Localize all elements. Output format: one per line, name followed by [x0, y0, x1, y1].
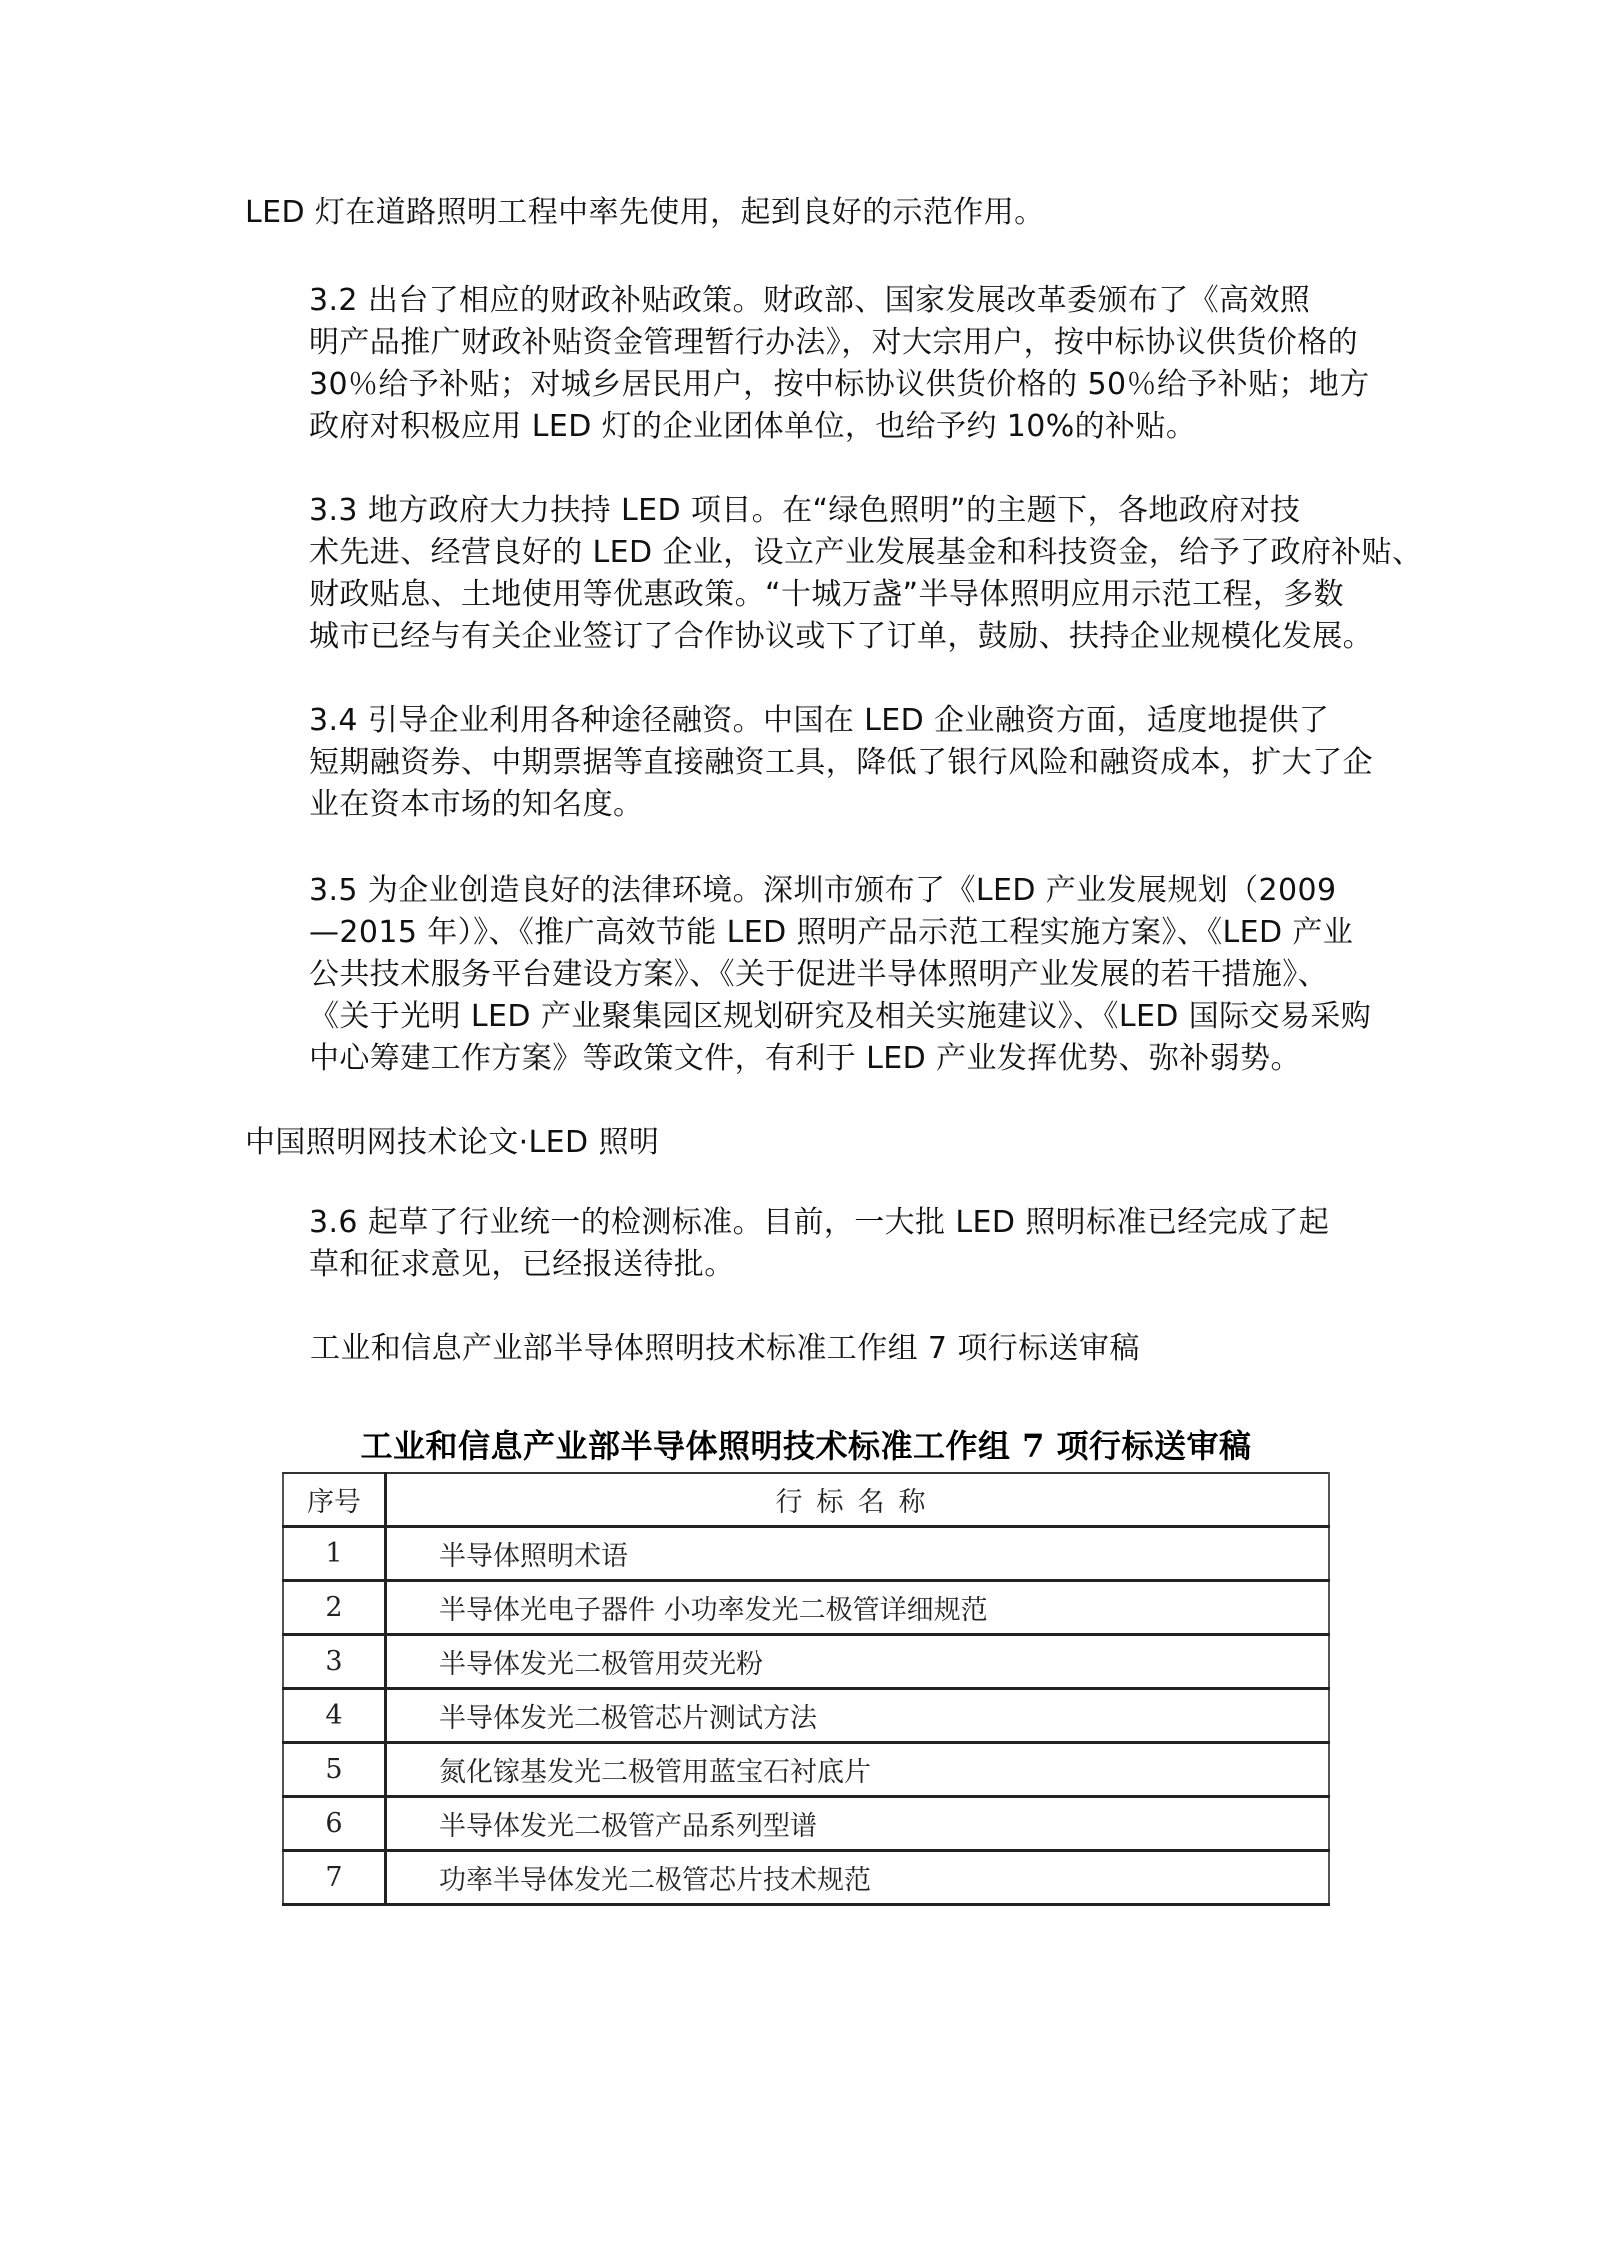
cell-standard-name: 半导体发光二极管产品系列型谱 [386, 1797, 1330, 1851]
paragraph-3-3-local-government [245, 490, 1423, 658]
table-row [283, 1689, 1329, 1743]
text-line: 财政贴息、土地使用等优惠政策。“十城万盏”半导体照明应用示范工程，多数 [309, 577, 1345, 612]
table-row [283, 1851, 1329, 1905]
text-line: 术先进、经营良好的 LED 企业，设立产业发展基金和科技资金，给予了政府补贴、 [309, 535, 1423, 570]
standards-table [282, 1472, 1330, 1906]
cell-serial-number: 3 [283, 1635, 386, 1689]
paragraph-source-note [245, 1122, 1367, 1164]
text-line: 3.3 地方政府大力扶持 LED 项目。在“绿色照明”的主题下，各地政府对技 [309, 493, 1301, 528]
text-line: 《关于光明 LED 产业聚集园区规划研究及相关实施建议》、《LED 国际交易采购 [309, 999, 1372, 1034]
cell-standard-name: 半导体光电子器件 小功率发光二极管详细规范 [386, 1581, 1330, 1635]
cell-serial-number: 5 [283, 1743, 386, 1797]
table-title: 工业和信息产业部半导体照明技术标准工作组 7 项行标送审稿 [360, 1427, 1252, 1465]
cell-standard-name: 半导体照明术语 [386, 1527, 1330, 1581]
table-header-row [283, 1473, 1329, 1527]
text-line: 业在资本市场的知名度。 [309, 787, 644, 822]
text-line: 30％给予补贴；对城乡居民用户，按中标协议供货价格的 50％给予补贴；地方 [309, 367, 1370, 402]
cell-serial-number: 4 [283, 1689, 386, 1743]
text-line: 公共技术服务平台建设方案》、《关于促进半导体照明产业发展的若干措施》、 [309, 957, 1328, 992]
table-row [283, 1635, 1329, 1689]
cell-serial-number: 1 [283, 1527, 386, 1581]
text-line: 明产品推广财政补贴资金管理暂行办法》，对大宗用户，按中标协议供货价格的 [309, 325, 1358, 360]
table-row [283, 1743, 1329, 1797]
text-line: 中心筹建工作方案》等政策文件，有利于 LED 产业发挥优势、弥补弱势。 [309, 1041, 1301, 1076]
text-line: 3.4 引导企业利用各种途径融资。中国在 LED 企业融资方面，适度地提供了 [309, 703, 1330, 738]
text-line: 草和征求意见，已经报送待批。 [309, 1247, 735, 1282]
paragraph-3-4-financing [245, 700, 1373, 826]
cell-standard-name: 功率半导体发光二极管芯片技术规范 [386, 1851, 1330, 1905]
text-line: 3.6 起草了行业统一的检测标准。目前，一大批 LED 照明标准已经完成了起 [309, 1205, 1330, 1240]
cell-standard-name: 氮化镓基发光二极管用蓝宝石衬底片 [386, 1743, 1330, 1797]
paragraph-3-2-subsidy-policy [245, 280, 1370, 448]
table-row [283, 1581, 1329, 1635]
standards-table-figure [282, 1420, 1330, 1906]
text-line: 中国照明网技术论文·LED 照明 [245, 1125, 660, 1160]
text-line: 政府对积极应用 LED 灯的企业团体单位，也给予约 10%的补贴。 [309, 409, 1197, 444]
table-row [283, 1797, 1329, 1851]
text-line: 城市已经与有关企业签订了合作协议或下了订单，鼓励、扶持企业规模化发展。 [309, 619, 1373, 654]
text-line: —2015 年）》、《推广高效节能 LED 照明产品示范工程实施方案》、《LED 产业 [309, 915, 1354, 950]
paragraph-3-5-legal-environment [245, 870, 1372, 1080]
text-line: 3.2 出台了相应的财政补贴政策。财政部、国家发展改革委颁布了《高效照 [309, 283, 1311, 318]
cell-standard-name: 半导体发光二极管用荧光粉 [386, 1635, 1330, 1689]
paragraph-3-6-standards [245, 1202, 1367, 1286]
text-line: 3.5 为企业创造良好的法律环境。深圳市颁布了《LED 产业发展规划（2009 [309, 873, 1337, 908]
cell-serial-number: 2 [283, 1581, 386, 1635]
text-line: 短期融资券、中期票据等直接融资工具，降低了银行风险和融资成本，扩大了企 [309, 745, 1373, 780]
paragraph-led-road-lighting [245, 192, 1367, 234]
cell-serial-number: 7 [283, 1851, 386, 1905]
table-row [283, 1527, 1329, 1581]
table-caption: 工业和信息产业部半导体照明技术标准工作组 7 项行标送审稿 [310, 1331, 1140, 1366]
cell-standard-name: 半导体发光二极管芯片测试方法 [386, 1689, 1330, 1743]
header-standard-name: 行标名称 [386, 1473, 1330, 1527]
cell-serial-number: 6 [283, 1797, 386, 1851]
text-line: LED 灯在道路照明工程中率先使用，起到良好的示范作用。 [245, 195, 1045, 230]
header-serial-number: 序号 [283, 1473, 386, 1527]
